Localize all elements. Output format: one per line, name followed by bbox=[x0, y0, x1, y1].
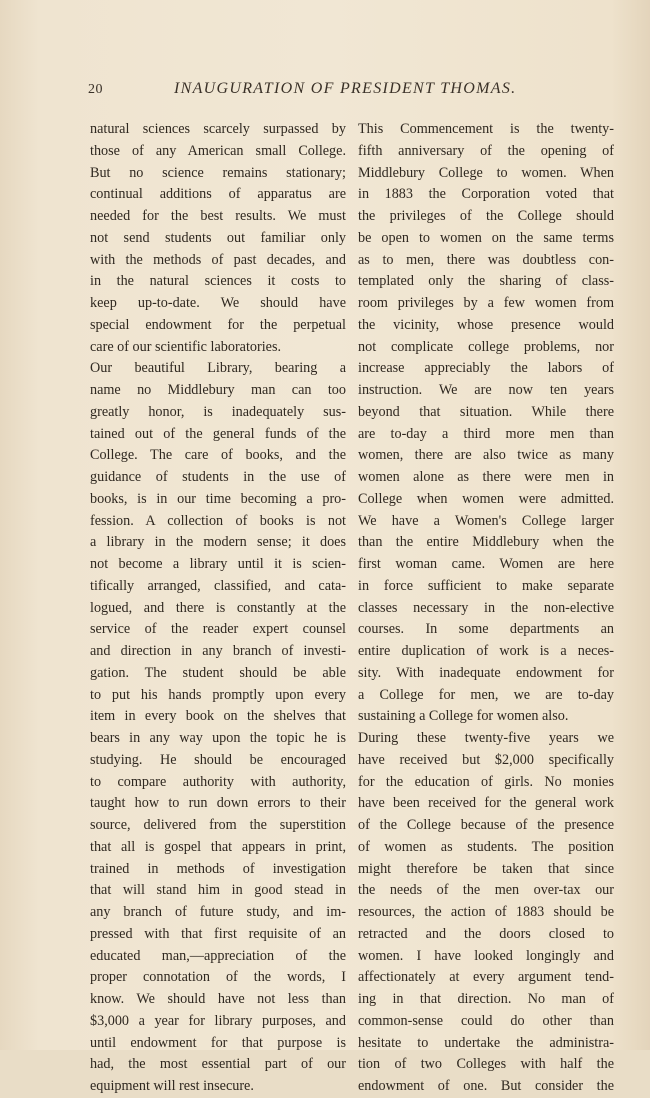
text-line: hesitate to undertake the administra- bbox=[358, 1034, 614, 1051]
text-line: educated man,—appreciation of the bbox=[90, 947, 346, 964]
text-line: that will stand him in good stead in bbox=[90, 882, 346, 899]
text-line: sustaining a College for women also. bbox=[358, 708, 569, 725]
text-line: not become a library until it is scien- bbox=[90, 556, 346, 572]
text-line: instruction. We are now ten years bbox=[358, 382, 614, 398]
text-line: source, delivered from the superstition bbox=[90, 817, 346, 833]
text-line: any branch of future study, and im- bbox=[90, 904, 346, 920]
text-line: fifth anniversary of the opening of bbox=[358, 142, 614, 159]
text-line: increase appreciably the labors of bbox=[358, 360, 614, 377]
text-line: care of our scientific laboratories. bbox=[90, 338, 282, 355]
text-line: until endowment for that purpose is bbox=[90, 1034, 346, 1051]
text-line: trained in methods of investigation bbox=[90, 860, 346, 877]
text-line: resources, the action of 1883 should be bbox=[358, 904, 614, 920]
text-line: Our beautiful Library, bearing a bbox=[90, 360, 346, 377]
text-line: as to men, there was doubtless con- bbox=[358, 251, 614, 268]
text-line: in the natural sciences it costs to bbox=[90, 273, 346, 290]
text-line: special endowment for the perpetual bbox=[90, 316, 346, 333]
text-line: might therefore be taken that since bbox=[358, 860, 614, 877]
text-line: beyond that situation. While there bbox=[358, 403, 614, 420]
text-line: and direction in any branch of investi- bbox=[90, 643, 346, 659]
text-line: $3,000 a year for library purposes, and bbox=[90, 1012, 346, 1029]
text-line: Middlebury College to women. When bbox=[358, 164, 614, 181]
text-line: that all is gospel that appears in print, bbox=[90, 838, 346, 855]
left-column bbox=[90, 119, 346, 1098]
text-line: with the methods of past decades, and bbox=[90, 251, 346, 268]
text-line: to compare authority with authority, bbox=[90, 773, 346, 790]
text-line: have been received for the general work bbox=[358, 795, 614, 812]
text-line: know. We should have not less than bbox=[90, 991, 346, 1007]
text-line: classes necessary in the non-elective bbox=[358, 599, 614, 616]
text-line: tained out of the general funds of the bbox=[90, 425, 346, 442]
page-number: 20 bbox=[88, 82, 103, 97]
text-line: courses. In some departments an bbox=[358, 621, 614, 638]
right-column bbox=[358, 119, 614, 1098]
text-line: first woman came. Women are here bbox=[358, 556, 614, 572]
text-line: sity. With inadequate endowment for bbox=[358, 664, 614, 681]
text-line: pressed with that first requisite of an bbox=[90, 925, 346, 942]
text-line: This Commencement is the twenty- bbox=[358, 121, 614, 137]
text-line: those of any American small College. bbox=[90, 142, 346, 159]
text-line: the privileges of the College should bbox=[358, 208, 614, 224]
text-line: During these twenty-five years we bbox=[358, 730, 614, 746]
text-line: not complicate college problems, nor bbox=[358, 338, 614, 355]
text-line: of women as students. The position bbox=[358, 838, 614, 855]
text-line: ing in that direction. No man of bbox=[358, 991, 614, 1007]
text-line: proper connotation of the words, I bbox=[90, 969, 346, 986]
text-line: fession. A collection of books is not bbox=[90, 512, 346, 529]
text-line: natural sciences scarcely surpassed by bbox=[90, 121, 346, 137]
text-line: entire duplication of work is a neces- bbox=[358, 643, 614, 659]
text-line: equipment will rest insecure. bbox=[90, 1078, 254, 1094]
text-line: a College for men, we are to-day bbox=[358, 686, 614, 703]
page-header bbox=[88, 80, 528, 102]
text-line: needed for the best results. We must bbox=[90, 208, 346, 224]
text-line: But no science remains stationary; bbox=[90, 164, 346, 181]
text-line: taught how to run down errors to their bbox=[90, 795, 346, 812]
text-line: endowment of one. But consider the bbox=[358, 1078, 614, 1094]
text-line: greatly honor, is inadequately sus- bbox=[90, 403, 346, 420]
text-line: logued, and there is constantly at the bbox=[90, 599, 346, 616]
text-line: have received but $2,000 specifically bbox=[358, 751, 614, 768]
text-line: for the education of girls. No monies bbox=[358, 773, 614, 790]
text-line: a library in the modern sense; it does bbox=[90, 534, 346, 551]
text-line: room privileges by a few women from bbox=[358, 295, 614, 311]
text-line: service of the reader expert counsel bbox=[90, 621, 346, 638]
text-line: gation. The student should be able bbox=[90, 664, 346, 681]
text-line: affectionately at every argument tend- bbox=[358, 969, 614, 986]
text-line: women. I have looked longingly and bbox=[358, 947, 614, 964]
text-line: women, there are also twice as many bbox=[358, 447, 614, 464]
text-line: College. The care of books, and the bbox=[90, 447, 346, 464]
text-line: the needs of the men over-tax our bbox=[358, 882, 614, 899]
text-line: bears in any way upon the topic he is bbox=[90, 730, 346, 746]
text-line: guidance of students in the use of bbox=[90, 469, 346, 485]
text-line: be open to women on the same terms bbox=[358, 229, 614, 246]
text-line: College when women were admitted. bbox=[358, 490, 614, 507]
text-line: item in every book on the shelves that bbox=[90, 708, 346, 725]
text-line: tion of two Colleges with half the bbox=[358, 1056, 614, 1073]
text-line: women alone as there were men in bbox=[358, 469, 614, 485]
text-line: studying. He should be encouraged bbox=[90, 751, 346, 768]
text-line: We have a Women's College larger bbox=[358, 512, 614, 529]
text-line: continual additions of apparatus are bbox=[90, 186, 346, 203]
text-line: keep up-to-date. We should have bbox=[90, 295, 346, 311]
text-line: the vicinity, whose presence would bbox=[358, 316, 614, 333]
text-line: name no Middlebury man can too bbox=[90, 382, 346, 398]
text-line: of the College because of the presence bbox=[358, 817, 614, 833]
text-line: than the entire Middlebury when the bbox=[358, 534, 614, 551]
text-line: not send students out familiar only bbox=[90, 229, 346, 246]
text-line: common-sense could do other than bbox=[358, 1012, 614, 1029]
running-head: INAUGURATION OF PRESIDENT THOMAS. bbox=[174, 80, 517, 97]
text-line: tifically arranged, classified, and cata- bbox=[90, 577, 346, 594]
text-line: templated only the sharing of class- bbox=[358, 273, 614, 290]
text-line: in force sufficient to make separate bbox=[358, 577, 614, 594]
text-line: in 1883 the Corporation voted that bbox=[358, 186, 614, 203]
text-line: to put his hands promptly upon every bbox=[90, 686, 346, 703]
text-line: are to-day a third more men than bbox=[358, 425, 614, 442]
text-line: books, is in our time becoming a pro- bbox=[90, 490, 346, 507]
text-line: had, the most essential part of our bbox=[90, 1056, 346, 1073]
text-line: retracted and the doors closed to bbox=[358, 925, 614, 942]
